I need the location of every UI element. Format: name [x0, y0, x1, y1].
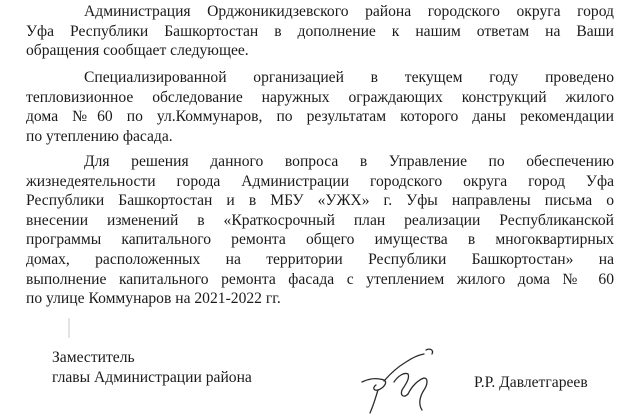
- paragraph-intro: [26, 2, 614, 61]
- text-line: внесении изменений в «Краткосрочный план реализации Республиканской: [26, 211, 614, 229]
- text-line: Для решения данного вопроса в Управление по обеспечению: [84, 153, 614, 170]
- handwritten-signature: [348, 338, 448, 415]
- text-line: Администрация Орджоникидзевского района городского округа город: [84, 3, 614, 20]
- text-line: Уфа Республики Башкортостан в дополнение к нашим ответам на Ваши: [26, 22, 614, 40]
- text-line: Республики Башкортостан и в МБУ «УЖХ» г. Уфы направлены письма о: [26, 192, 614, 210]
- text-line: домах, расположенных на территории Республики Башкортостан» на: [26, 250, 614, 268]
- paragraph-inspection: [26, 68, 614, 146]
- signatory-position: [52, 348, 252, 387]
- text-line: дома №60 по ул.Коммунаров, по результатам которого даны рекомендации: [26, 108, 614, 126]
- text-line: по улице Коммунаров на 2021-2022 гг.: [26, 290, 281, 308]
- text-line: программы капитального ремонта общего имущества в многоквартирных: [26, 231, 614, 249]
- scan-artifact: [68, 318, 70, 338]
- text-line: жизнедеятельности города Администрации городского округа город Уфа: [26, 172, 614, 190]
- text-line: обращения сообщает следующее.: [26, 42, 249, 60]
- signatory-name: Р.Р. Давлетгареев: [474, 374, 588, 391]
- paragraph-decision: [26, 152, 614, 309]
- position-line: главы Администрации района: [52, 368, 252, 386]
- text-line: по утеплению фасада.: [26, 127, 173, 145]
- text-line: тепловизионное обследование наружных ограждающих конструкций жилого: [26, 88, 614, 106]
- text-line: выполнение капитального ремонта фасада с утеплением жилого дома № 60: [26, 270, 614, 288]
- position-line: Заместитель: [52, 349, 135, 366]
- text-line: Специализированной организацией в текущем году проведено: [84, 69, 614, 86]
